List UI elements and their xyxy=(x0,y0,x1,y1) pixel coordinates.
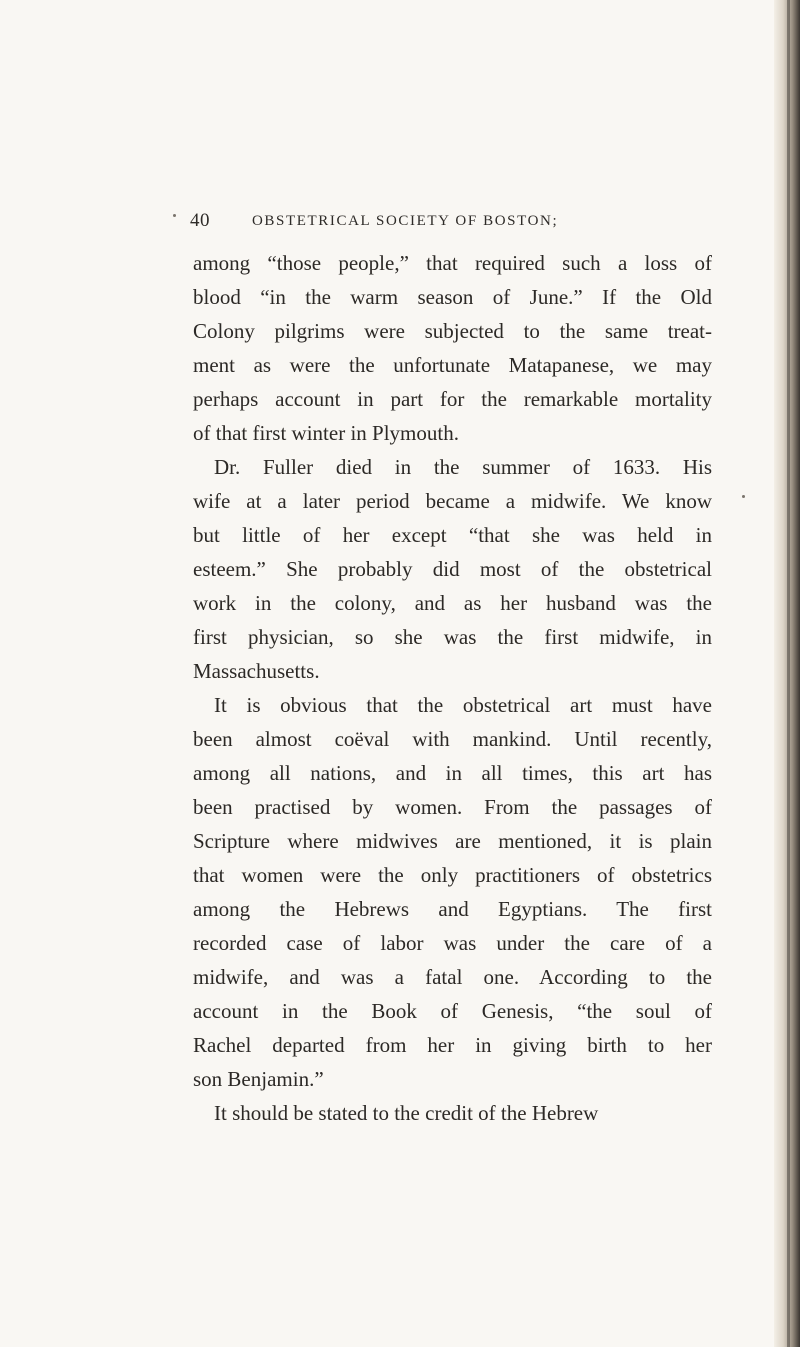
text-line: blood “in the warm season of June.” If the Old xyxy=(193,285,712,309)
print-speck xyxy=(173,214,176,217)
text-line: first physician, so she was the first midwife, in xyxy=(193,625,712,649)
page-number: 40 xyxy=(190,210,210,231)
text-line: account in the Book of Genesis, “the soul of xyxy=(193,999,712,1023)
text-line: Rachel departed from her in giving birth to her xyxy=(193,1033,712,1057)
text-line: esteem.” She probably did most of the obstetrical xyxy=(193,557,712,581)
text-line: midwife, and was a fatal one. According to the xyxy=(193,965,712,989)
text-line: been practised by women. From the passages of xyxy=(193,795,712,819)
text-line: recorded case of labor was under the care of a xyxy=(193,931,712,955)
text-line: Scripture where midwives are mentioned, it is plain xyxy=(193,829,712,853)
text-line: that women were the only practitioners of obstetrics xyxy=(193,863,712,887)
text-line: work in the colony, and as her husband was the xyxy=(193,591,712,615)
text-line: wife at a later period became a midwife. We know xyxy=(193,489,712,513)
text-line: Colony pilgrims were subjected to the same treat- xyxy=(193,319,712,343)
running-title: OBSTETRICAL SOCIETY OF BOSTON; xyxy=(252,212,559,229)
text-line: but little of her except “that she was held in xyxy=(193,523,712,547)
text-line: perhaps account in part for the remarkable mortality xyxy=(193,387,712,411)
page-header xyxy=(190,206,710,236)
binding-shadow-line xyxy=(787,0,790,1347)
body-text xyxy=(193,246,712,1130)
print-speck xyxy=(742,495,745,498)
text-line: son Benjamin.” xyxy=(193,1067,324,1091)
text-line: been almost coëval with mankind. Until recently, xyxy=(193,727,712,751)
text-line: It is obvious that the obstetrical art must have xyxy=(214,693,712,717)
text-line: ment as were the unfortunate Matapanese, we may xyxy=(193,353,712,377)
text-line: among “those people,” that required such a loss of xyxy=(193,251,712,275)
text-line: It should be stated to the credit of the Hebrew xyxy=(214,1101,599,1125)
text-line: of that first winter in Plymouth. xyxy=(193,421,459,445)
text-line: Massachusetts. xyxy=(193,659,320,683)
text-line: Dr. Fuller died in the summer of 1633. His xyxy=(214,455,712,479)
text-line: among all nations, and in all times, this art has xyxy=(193,761,712,785)
text-line: among the Hebrews and Egyptians. The first xyxy=(193,897,712,921)
